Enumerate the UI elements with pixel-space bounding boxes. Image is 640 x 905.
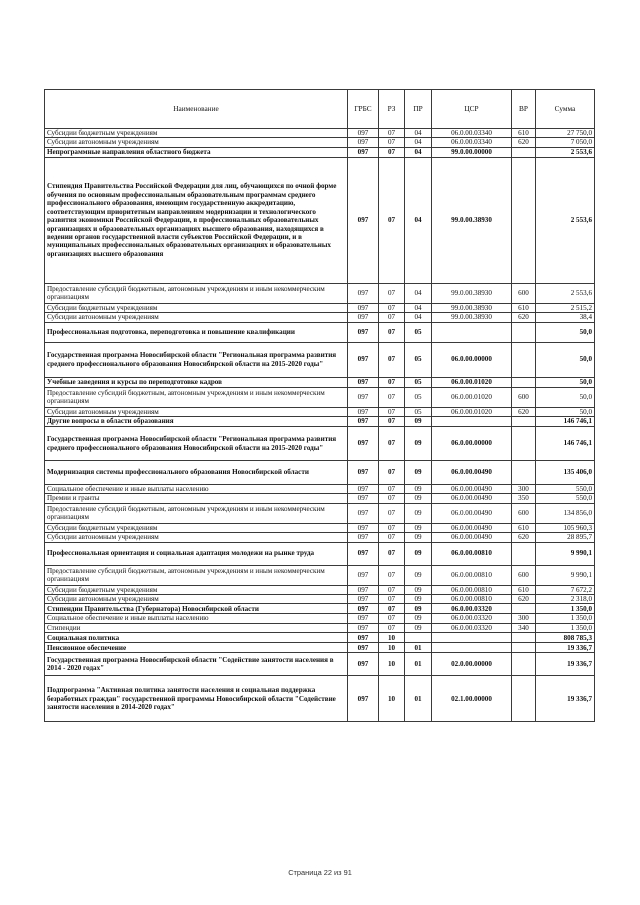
cell-grbs: 097 xyxy=(348,494,379,503)
cell-sum: 146 746,1 xyxy=(536,427,595,461)
table-row xyxy=(45,157,595,283)
table-row xyxy=(45,676,595,722)
cell-csr: 06.0.00.03340 xyxy=(432,129,512,138)
cell-name: Предоставление субсидий бюджетным, автономным учреждениям и иным некоммерческим организациям xyxy=(45,387,348,407)
cell-vr: 610 xyxy=(512,523,536,532)
cell-sum: 9 990,1 xyxy=(536,565,595,585)
cell-grbs: 097 xyxy=(348,407,379,416)
cell-name: Стипендии xyxy=(45,623,348,632)
cell-vr: 620 xyxy=(512,533,536,542)
cell-grbs: 097 xyxy=(348,377,379,387)
cell-pr: 01 xyxy=(405,653,432,676)
cell-sum: 146 746,1 xyxy=(536,417,595,427)
cell-pr: 09 xyxy=(405,623,432,632)
cell-sum: 7 050,0 xyxy=(536,138,595,147)
cell-rz: 07 xyxy=(379,313,405,322)
cell-pr: 01 xyxy=(405,676,432,722)
cell-name: Стипендия Правительства Российской Федерации для лиц, обучающихся по очной форме обучения по основным профессиональным образовательным программам среднего профессионального образования, имеющим государственную аккредитацию, соответствующим приоритетным направлениям модернизации и технологического развития экономики Российской Федерации, в профессиональных образовательных организациях и образовательных организациях высшего образования, находящихся в ведении органов государственной власти субъектов Российской Федерации, и в муниципальных профессиональных образовательных организациях и образовательных организациях высшего образования xyxy=(45,157,348,283)
table-row xyxy=(45,342,595,377)
cell-pr: 09 xyxy=(405,604,432,614)
cell-vr: 620 xyxy=(512,407,536,416)
cell-grbs: 097 xyxy=(348,614,379,623)
cell-sum: 550,0 xyxy=(536,494,595,503)
cell-grbs: 097 xyxy=(348,417,379,427)
cell-vr xyxy=(512,461,536,485)
cell-csr: 02.1.00.00000 xyxy=(432,676,512,722)
cell-csr: 06.0.00.00490 xyxy=(432,503,512,523)
header-vr: ВР xyxy=(512,90,536,129)
table-row xyxy=(45,503,595,523)
cell-sum: 50,0 xyxy=(536,407,595,416)
budget-table-page xyxy=(44,89,594,722)
cell-rz: 07 xyxy=(379,303,405,312)
table-row xyxy=(45,461,595,485)
cell-rz: 07 xyxy=(379,623,405,632)
cell-vr: 600 xyxy=(512,503,536,523)
table-row xyxy=(45,147,595,157)
header-grbs: ГРБС xyxy=(348,90,379,129)
cell-sum: 50,0 xyxy=(536,377,595,387)
cell-vr xyxy=(512,653,536,676)
cell-rz: 10 xyxy=(379,653,405,676)
table-row xyxy=(45,533,595,542)
cell-vr xyxy=(512,604,536,614)
cell-name: Предоставление субсидий бюджетным, автономным учреждениям и иным некоммерческим организациям xyxy=(45,283,348,303)
cell-grbs: 097 xyxy=(348,542,379,565)
cell-csr: 06.0.00.01020 xyxy=(432,407,512,416)
cell-grbs: 097 xyxy=(348,322,379,342)
cell-vr xyxy=(512,427,536,461)
table-header-row xyxy=(45,90,595,129)
table-row xyxy=(45,494,595,503)
cell-vr: 610 xyxy=(512,303,536,312)
cell-pr: 09 xyxy=(405,427,432,461)
cell-sum: 19 336,7 xyxy=(536,653,595,676)
cell-grbs: 097 xyxy=(348,138,379,147)
cell-name: Субсидии автономным учреждениям xyxy=(45,595,348,604)
cell-csr: 06.0.00.03320 xyxy=(432,623,512,632)
cell-vr xyxy=(512,643,536,653)
cell-rz: 07 xyxy=(379,604,405,614)
cell-sum: 19 336,7 xyxy=(536,643,595,653)
cell-name: Профессиональная ориентация и социальная адаптация молодежи на рынке труда xyxy=(45,542,348,565)
cell-sum: 50,0 xyxy=(536,342,595,377)
cell-rz: 07 xyxy=(379,157,405,283)
cell-name: Предоставление субсидий бюджетным, автономным учреждениям и иным некоммерческим организациям xyxy=(45,565,348,585)
cell-sum: 27 750,0 xyxy=(536,129,595,138)
cell-csr: 06.0.00.01020 xyxy=(432,377,512,387)
cell-name: Субсидии бюджетным учреждениям xyxy=(45,585,348,594)
table-row xyxy=(45,387,595,407)
table-row xyxy=(45,542,595,565)
cell-pr: 05 xyxy=(405,342,432,377)
cell-rz: 10 xyxy=(379,643,405,653)
cell-grbs: 097 xyxy=(348,283,379,303)
table-row xyxy=(45,604,595,614)
cell-csr: 99.0.00.38930 xyxy=(432,157,512,283)
cell-rz: 10 xyxy=(379,676,405,722)
cell-pr: 09 xyxy=(405,542,432,565)
table-row xyxy=(45,585,595,594)
cell-vr xyxy=(512,633,536,643)
cell-grbs: 097 xyxy=(348,485,379,494)
cell-rz: 07 xyxy=(379,565,405,585)
cell-vr xyxy=(512,377,536,387)
cell-grbs: 097 xyxy=(348,604,379,614)
cell-name: Подпрограмма "Активная политика занятости населения и социальная поддержка безработных граждан" государственной программы Новосибирской области "Содействие занятости населения в 2014-2020 годах" xyxy=(45,676,348,722)
cell-csr xyxy=(432,322,512,342)
cell-rz: 07 xyxy=(379,427,405,461)
cell-pr: 09 xyxy=(405,595,432,604)
cell-pr: 04 xyxy=(405,138,432,147)
cell-csr: 06.0.00.00490 xyxy=(432,533,512,542)
table-row xyxy=(45,129,595,138)
cell-pr: 05 xyxy=(405,322,432,342)
cell-sum: 550,0 xyxy=(536,485,595,494)
cell-pr: 09 xyxy=(405,417,432,427)
table-row xyxy=(45,407,595,416)
cell-pr: 09 xyxy=(405,585,432,594)
cell-pr: 04 xyxy=(405,129,432,138)
cell-csr: 06.0.00.03340 xyxy=(432,138,512,147)
cell-pr: 04 xyxy=(405,303,432,312)
cell-sum: 105 960,3 xyxy=(536,523,595,532)
cell-vr xyxy=(512,676,536,722)
cell-grbs: 097 xyxy=(348,653,379,676)
cell-name: Государственная программа Новосибирской области "Содействие занятости населения в 2014 - 2020 годах" xyxy=(45,653,348,676)
cell-name: Социальное обеспечение и иные выплаты населению xyxy=(45,485,348,494)
cell-rz: 07 xyxy=(379,485,405,494)
table-row xyxy=(45,595,595,604)
cell-sum: 38,4 xyxy=(536,313,595,322)
cell-rz: 07 xyxy=(379,283,405,303)
cell-grbs: 097 xyxy=(348,565,379,585)
cell-pr: 05 xyxy=(405,377,432,387)
cell-rz: 07 xyxy=(379,377,405,387)
cell-name: Пенсионное обеспечение xyxy=(45,643,348,653)
cell-vr xyxy=(512,322,536,342)
header-csr: ЦСР xyxy=(432,90,512,129)
cell-csr: 06.0.00.00810 xyxy=(432,595,512,604)
cell-pr: 09 xyxy=(405,494,432,503)
table-row xyxy=(45,633,595,643)
cell-name: Социальная политика xyxy=(45,633,348,643)
cell-pr: 09 xyxy=(405,503,432,523)
cell-name: Субсидии бюджетным учреждениям xyxy=(45,303,348,312)
cell-grbs: 097 xyxy=(348,427,379,461)
cell-pr: 04 xyxy=(405,313,432,322)
table-row xyxy=(45,417,595,427)
cell-grbs: 097 xyxy=(348,503,379,523)
table-row xyxy=(45,485,595,494)
cell-grbs: 097 xyxy=(348,643,379,653)
header-name: Наименование xyxy=(45,90,348,129)
cell-rz: 07 xyxy=(379,147,405,157)
table-row xyxy=(45,283,595,303)
cell-sum: 2 318,0 xyxy=(536,595,595,604)
cell-grbs: 097 xyxy=(348,523,379,532)
table-row xyxy=(45,653,595,676)
table-row xyxy=(45,614,595,623)
cell-rz: 07 xyxy=(379,417,405,427)
cell-name: Непрограммные направления областного бюджета xyxy=(45,147,348,157)
cell-rz: 07 xyxy=(379,595,405,604)
cell-grbs: 097 xyxy=(348,303,379,312)
cell-vr: 610 xyxy=(512,585,536,594)
cell-grbs: 097 xyxy=(348,533,379,542)
cell-name: Субсидии автономным учреждениям xyxy=(45,138,348,147)
cell-vr xyxy=(512,417,536,427)
cell-grbs: 097 xyxy=(348,623,379,632)
cell-rz: 07 xyxy=(379,342,405,377)
cell-name: Учебные заведения и курсы по переподготовке кадров xyxy=(45,377,348,387)
cell-rz: 07 xyxy=(379,503,405,523)
cell-name: Субсидии автономным учреждениям xyxy=(45,407,348,416)
cell-grbs: 097 xyxy=(348,461,379,485)
cell-vr: 620 xyxy=(512,138,536,147)
cell-csr: 99.0.00.00000 xyxy=(432,147,512,157)
cell-sum: 28 895,7 xyxy=(536,533,595,542)
cell-grbs: 097 xyxy=(348,633,379,643)
cell-name: Государственная программа Новосибирской области "Региональная программа развития среднего профессионального образования Новосибирской области на 2015-2020 годы" xyxy=(45,342,348,377)
cell-pr: 09 xyxy=(405,565,432,585)
cell-csr: 06.0.00.01020 xyxy=(432,387,512,407)
cell-name: Другие вопросы в области образования xyxy=(45,417,348,427)
cell-sum: 1 350,0 xyxy=(536,614,595,623)
cell-name: Субсидии бюджетным учреждениям xyxy=(45,129,348,138)
cell-rz: 07 xyxy=(379,138,405,147)
cell-rz: 07 xyxy=(379,461,405,485)
cell-rz: 07 xyxy=(379,387,405,407)
cell-rz: 07 xyxy=(379,533,405,542)
cell-pr: 01 xyxy=(405,643,432,653)
cell-csr: 02.0.00.00000 xyxy=(432,653,512,676)
cell-vr: 350 xyxy=(512,494,536,503)
cell-sum: 9 990,1 xyxy=(536,542,595,565)
table-row xyxy=(45,565,595,585)
table-row xyxy=(45,377,595,387)
cell-sum: 1 350,0 xyxy=(536,623,595,632)
cell-csr: 06.0.00.00000 xyxy=(432,342,512,377)
cell-rz: 10 xyxy=(379,633,405,643)
cell-name: Государственная программа Новосибирской области "Региональная программа развития среднего профессионального образования Новосибирской области на 2015-2020 годы" xyxy=(45,427,348,461)
table-row xyxy=(45,643,595,653)
cell-name: Субсидии бюджетным учреждениям xyxy=(45,523,348,532)
cell-grbs: 097 xyxy=(348,129,379,138)
cell-vr xyxy=(512,157,536,283)
cell-vr: 300 xyxy=(512,614,536,623)
header-rz: РЗ xyxy=(379,90,405,129)
cell-pr: 09 xyxy=(405,533,432,542)
cell-vr: 620 xyxy=(512,595,536,604)
cell-name: Профессиональная подготовка, переподготовка и повышение квалификации xyxy=(45,322,348,342)
cell-vr xyxy=(512,147,536,157)
cell-sum: 50,0 xyxy=(536,322,595,342)
cell-sum: 19 336,7 xyxy=(536,676,595,722)
cell-rz: 07 xyxy=(379,542,405,565)
cell-sum: 7 672,2 xyxy=(536,585,595,594)
cell-vr: 600 xyxy=(512,565,536,585)
cell-pr xyxy=(405,633,432,643)
cell-rz: 07 xyxy=(379,585,405,594)
cell-rz: 07 xyxy=(379,322,405,342)
table-row xyxy=(45,313,595,322)
cell-pr: 05 xyxy=(405,407,432,416)
table-row xyxy=(45,303,595,312)
cell-csr: 06.0.00.00490 xyxy=(432,523,512,532)
cell-rz: 07 xyxy=(379,614,405,623)
cell-vr: 340 xyxy=(512,623,536,632)
cell-csr: 99.0.00.38930 xyxy=(432,303,512,312)
cell-vr: 600 xyxy=(512,283,536,303)
table-row xyxy=(45,623,595,632)
cell-csr: 06.0.00.00810 xyxy=(432,542,512,565)
cell-pr: 09 xyxy=(405,461,432,485)
cell-rz: 07 xyxy=(379,523,405,532)
table-row xyxy=(45,322,595,342)
cell-csr: 06.0.00.00490 xyxy=(432,461,512,485)
cell-vr: 610 xyxy=(512,129,536,138)
cell-csr: 06.0.00.03320 xyxy=(432,604,512,614)
cell-sum: 134 856,0 xyxy=(536,503,595,523)
cell-rz: 07 xyxy=(379,494,405,503)
cell-grbs: 097 xyxy=(348,342,379,377)
cell-csr xyxy=(432,633,512,643)
cell-sum: 1 350,0 xyxy=(536,604,595,614)
cell-sum: 50,0 xyxy=(536,387,595,407)
cell-name: Социальное обеспечение и иные выплаты населению xyxy=(45,614,348,623)
cell-name: Предоставление субсидий бюджетным, автономным учреждениям и иным некоммерческим организациям xyxy=(45,503,348,523)
table-body xyxy=(45,129,595,722)
cell-grbs: 097 xyxy=(348,147,379,157)
cell-csr: 06.0.00.00000 xyxy=(432,427,512,461)
table-row xyxy=(45,523,595,532)
header-pr: ПР xyxy=(405,90,432,129)
cell-vr: 620 xyxy=(512,313,536,322)
cell-name: Субсидии автономным учреждениям xyxy=(45,533,348,542)
budget-table xyxy=(44,89,595,722)
page-number: Страница 22 из 91 xyxy=(288,868,352,877)
cell-csr xyxy=(432,643,512,653)
cell-sum: 808 785,3 xyxy=(536,633,595,643)
cell-grbs: 097 xyxy=(348,676,379,722)
header-sum: Сумма xyxy=(536,90,595,129)
cell-vr: 600 xyxy=(512,387,536,407)
table-row xyxy=(45,138,595,147)
cell-grbs: 097 xyxy=(348,313,379,322)
cell-grbs: 097 xyxy=(348,387,379,407)
cell-csr: 06.0.00.03320 xyxy=(432,614,512,623)
cell-csr: 06.0.00.00810 xyxy=(432,585,512,594)
cell-csr xyxy=(432,417,512,427)
cell-csr: 06.0.00.00490 xyxy=(432,494,512,503)
cell-sum: 2 553,6 xyxy=(536,157,595,283)
cell-vr xyxy=(512,342,536,377)
cell-pr: 04 xyxy=(405,147,432,157)
cell-name: Модернизация системы профессионального образования Новосибирской области xyxy=(45,461,348,485)
cell-csr: 99.0.00.38930 xyxy=(432,283,512,303)
cell-sum: 2 553,6 xyxy=(536,283,595,303)
cell-vr xyxy=(512,542,536,565)
cell-sum: 2 515,2 xyxy=(536,303,595,312)
cell-csr: 06.0.00.00490 xyxy=(432,485,512,494)
cell-rz: 07 xyxy=(379,129,405,138)
cell-sum: 135 406,0 xyxy=(536,461,595,485)
cell-pr: 09 xyxy=(405,523,432,532)
cell-pr: 05 xyxy=(405,387,432,407)
cell-csr: 99.0.00.38930 xyxy=(432,313,512,322)
cell-pr: 09 xyxy=(405,614,432,623)
cell-name: Стипендии Правительства (Губернатора) Новосибирской области xyxy=(45,604,348,614)
cell-grbs: 097 xyxy=(348,585,379,594)
cell-name: Премии и гранты xyxy=(45,494,348,503)
cell-grbs: 097 xyxy=(348,157,379,283)
cell-pr: 04 xyxy=(405,283,432,303)
table-row xyxy=(45,427,595,461)
cell-grbs: 097 xyxy=(348,595,379,604)
cell-pr: 04 xyxy=(405,157,432,283)
cell-rz: 07 xyxy=(379,407,405,416)
cell-csr: 06.0.00.00810 xyxy=(432,565,512,585)
cell-sum: 2 553,6 xyxy=(536,147,595,157)
cell-name: Субсидии автономным учреждениям xyxy=(45,313,348,322)
cell-pr: 09 xyxy=(405,485,432,494)
cell-vr: 300 xyxy=(512,485,536,494)
